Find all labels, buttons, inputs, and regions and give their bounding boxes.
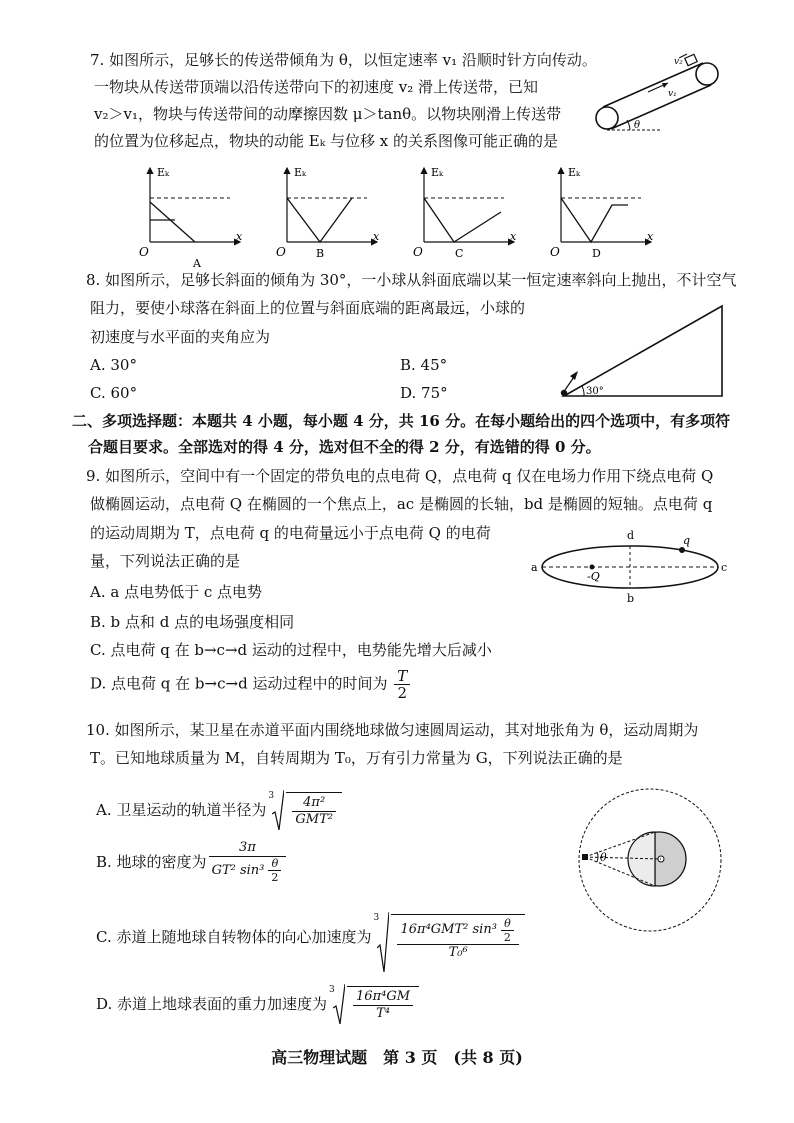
svg-text:Eₖ: Eₖ [157,166,170,179]
q7-graph-a [139,166,243,268]
q8-option-c[interactable]: C. 60° [90,384,138,402]
q10-option-d-radical: 3 $\frac{\text{16π⁴GM}}{\text{T⁴}}$ [333,986,419,1022]
q7-line-3: v₂＞v₁，物块与传送带间的动摩擦因数 μ＞tanθ。以物块刚滑上传送带 [94,105,562,123]
q10-option-a[interactable] [96,790,342,830]
q7-graph-d [550,166,654,260]
q9-line-1: 9. 如图所示，空间中有一个固定的带负电的点电荷 Q，点电荷 q 仅在电场力作用下绕点电荷 Q [86,467,714,485]
q8-line-3: 初速度与水平面的夹角应为 [90,328,271,346]
q7-line-4: 的位置为位移起点，物块的动能 Eₖ 与位移 x 的关系图像可能正确的是 [94,132,558,150]
q9-line-3: 的运动周期为 T，点电荷 q 的电荷量远小于点电荷 Q 的电荷 [90,524,491,542]
svg-text:O: O [276,245,286,259]
svg-text:Eₖ: Eₖ [431,166,444,179]
q10-option-c-radical: 3 16π⁴GMT² sin³ $\frac{\theta}{2}$ T₀⁶ [377,914,524,961]
svg-text:x: x [236,230,243,243]
q7-graph-b [276,166,380,260]
q7-line-2: 一物块从传送带顶端以沿传送带向下的初速度 v₂ 滑上传送带，已知 [94,78,539,96]
q10-option-b-fraction: 3π GT² sin³ $\frac{\theta}{2}$ [209,840,287,884]
q10-option-c[interactable] [96,905,525,969]
svg-text:x: x [510,230,517,243]
q8-incline-figure [556,302,726,402]
q9-option-b[interactable]: B. b 点和 d 点的电场强度相同 [90,613,295,631]
q10-satellite-figure [575,785,725,935]
q10-option-d[interactable] [96,982,419,1026]
q9-label-c: c [721,561,728,574]
q7-figure-v1-label: v₁ [668,89,677,99]
q10-option-a-text: A. 卫星运动的轨道半径为 [96,801,267,819]
section2-line-1: 二、多项选择题：本题共 4 小题，每小题 4 分，共 16 分。在每小题给出的四个选项中，有多项符 [72,412,731,430]
q8-option-d[interactable]: D. 75° [400,384,448,402]
svg-text:Eₖ: Eₖ [294,166,307,179]
q10-option-c-text: C. 赤道上随地球自转物体的向心加速度为 [96,928,372,946]
q8-option-a[interactable]: A. 30° [90,356,137,374]
q9-option-d-text: D. 点电荷 q 在 b→c→d 运动过程中的时间为 [90,674,388,693]
svg-text:O: O [139,245,149,259]
q8-line-1: 8. 如图所示，足够长斜面的倾角为 30°，一小球从斜面底端以某一恒定速率斜向上抛出，不计空气 [86,271,737,289]
q10-option-a-radical: 3 $\frac{\text{4π²}}{\text{GMT²}}$ [272,792,342,828]
q9-option-d[interactable] [90,668,412,701]
q10-figure-theta-label: θ [600,851,607,864]
svg-text:x: x [373,230,380,243]
q7-option-a[interactable]: A [193,257,201,268]
q10-option-d-text: D. 赤道上地球表面的重力加速度为 [96,995,328,1013]
q7-graph-c [413,166,517,260]
svg-text:O: O [550,245,560,259]
q8-option-b[interactable]: B. 45° [400,356,448,374]
q9-option-c[interactable]: C. 点电荷 q 在 b→c→d 运动的过程中，电势能先增大后减小 [90,641,492,659]
q9-option-d-fraction: $\frac{T}{2}$ [394,668,410,701]
q7-figure-v2-label: v₂ [674,57,683,67]
q9-line-2: 做椭圆运动，点电荷 Q 在椭圆的一个焦点上，ac 是椭圆的长轴，bd 是椭圆的短轴。点电荷 q [90,495,713,513]
q8-figure-angle-label: 30° [586,386,604,397]
q9-label-Q: -Q [587,570,600,583]
q7-option-b[interactable]: B [316,247,325,260]
q10-option-b-text: B. 地球的密度为 [96,853,207,871]
q9-ellipse-figure [530,525,730,607]
q9-label-q: q [683,534,691,547]
q9-label-d: d [627,529,635,542]
q7-graphs [135,160,675,268]
q9-label-a: a [531,561,538,574]
svg-text:O: O [413,245,423,259]
q9-line-4: 量，下列说法正确的是 [90,552,241,570]
q7-conveyor-figure [590,50,730,140]
q7-line-1: 7. 如图所示，足够长的传送带倾角为 θ，以恒定速率 v₁ 沿顺时针方向传动。 [90,51,597,69]
q10-line-2: T。已知地球质量为 M，自转周期为 T₀，万有引力常量为 G，下列说法正确的是 [90,749,623,767]
q9-label-b: b [627,592,635,605]
q9-option-a[interactable]: A. a 点电势低于 c 点电势 [90,583,263,601]
q7-option-c[interactable]: C [455,247,464,260]
svg-text:x: x [647,230,654,243]
svg-text:Eₖ: Eₖ [568,166,581,179]
page-footer: 高三物理试题 第 3 页 (共 8 页) [271,1048,523,1067]
section2-line-2: 合题目要求。全部选对的得 4 分，选对但不全的得 2 分，有选错的得 0 分。 [88,438,601,456]
q7-option-d[interactable]: D [592,247,601,260]
q8-line-2: 阻力，要使小球落在斜面上的位置与斜面底端的距离最远，小球的 [90,299,526,317]
q7-figure-theta-label: θ [634,120,641,131]
q10-line-1: 10. 如图所示，某卫星在赤道平面内围绕地球做匀速圆周运动，其对地张角为 θ，运动周期为 [86,721,699,739]
q10-option-b[interactable] [96,836,288,888]
